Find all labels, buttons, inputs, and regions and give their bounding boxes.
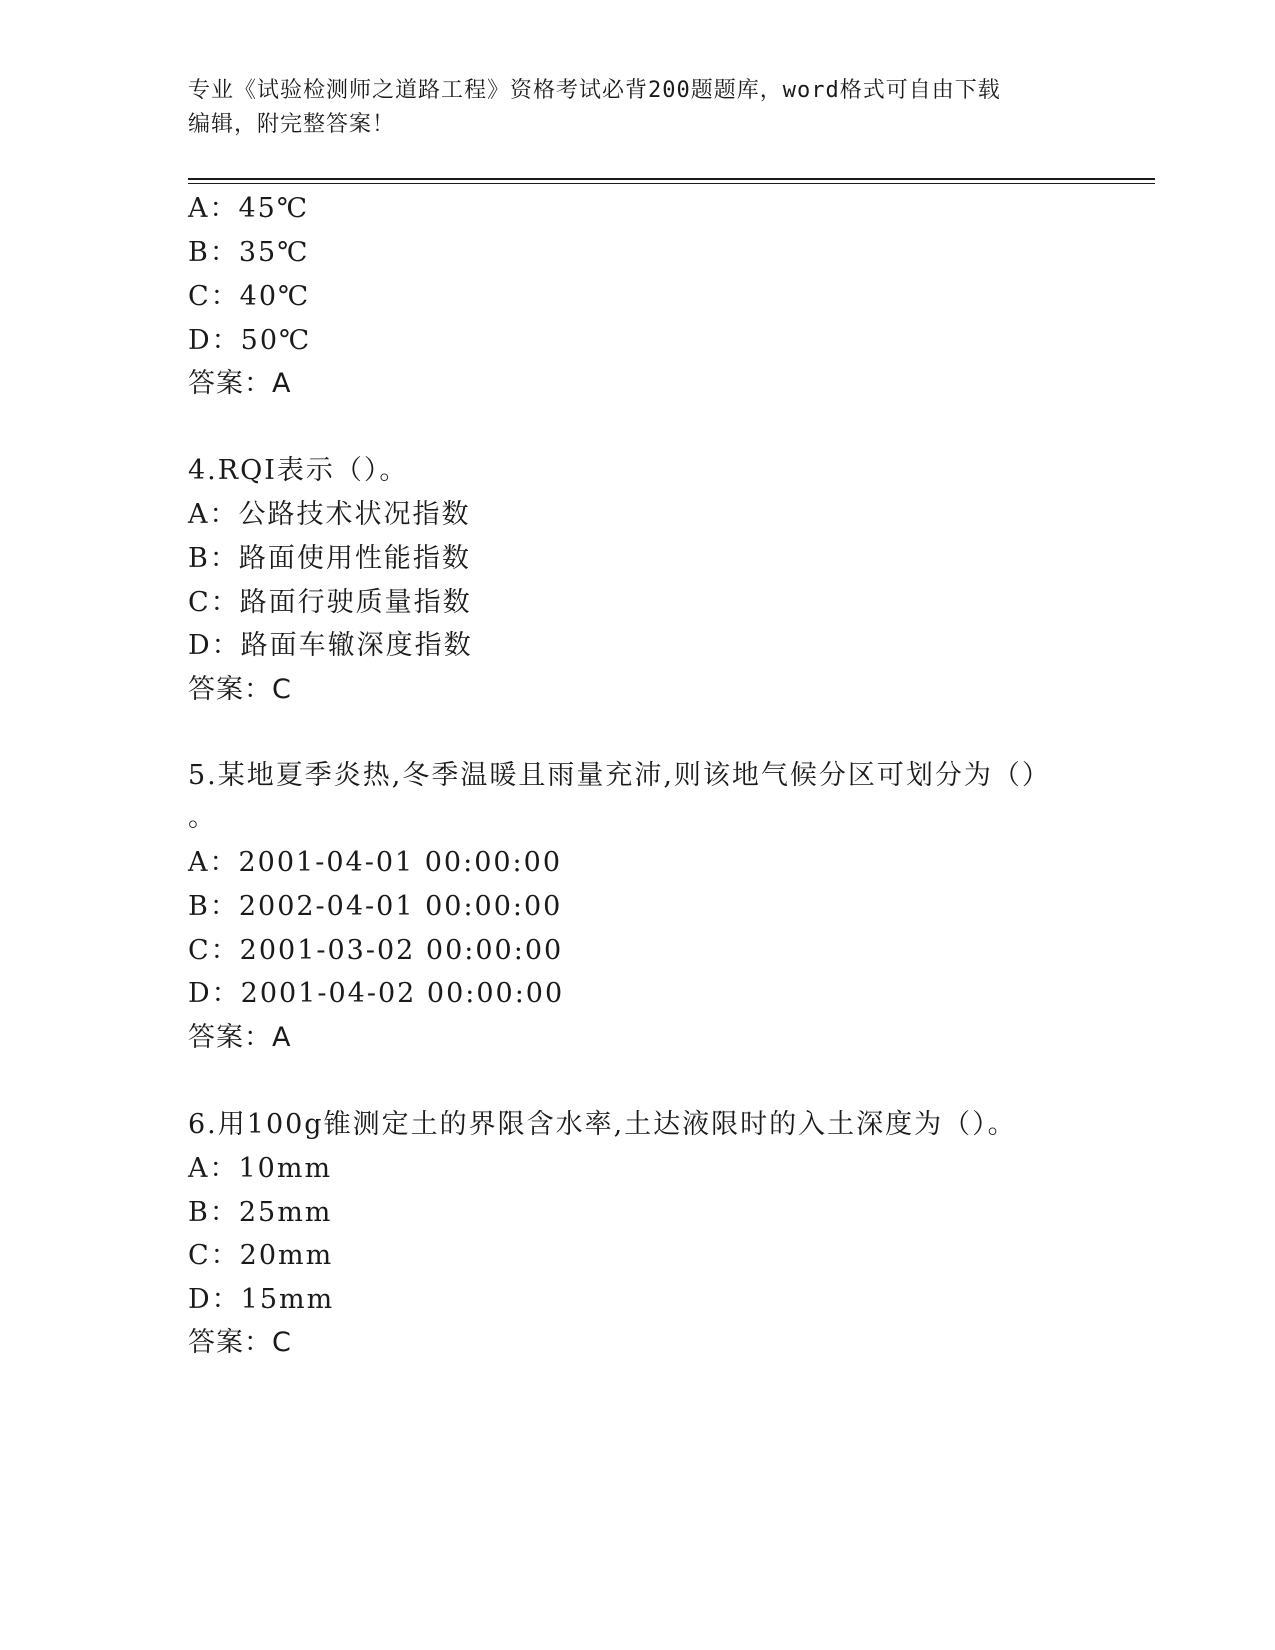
q6-option-c: C：20mm — [188, 1240, 334, 1271]
q5-question-line-1: 5.某地夏季炎热,冬季温暖且雨量充沛,则该地气候分区可划分为（） — [188, 760, 1051, 791]
q6-option-b: B：25mm — [188, 1197, 333, 1228]
q5-option-c: C：2001-03-02 00:00:00 — [188, 935, 564, 966]
q4-option-c: C：路面行驶质量指数 — [188, 587, 472, 618]
q3-option-c: C：40℃ — [188, 281, 311, 312]
q3-option-d: D：50℃ — [188, 325, 312, 356]
q6-option-d: D：15mm — [188, 1284, 335, 1315]
q4-option-a: A：公路技术状况指数 — [188, 499, 471, 530]
header-title-line-2: 编辑，附完整答案！ — [188, 112, 396, 137]
q3-answer: 答案：A — [188, 368, 292, 399]
document-header — [188, 74, 1068, 142]
header-rule-thick — [188, 178, 1155, 180]
q5-option-d: D：2001-04-02 00:00:00 — [188, 978, 565, 1009]
header-rule-thin — [188, 183, 1155, 184]
q6-option-a: A：10mm — [188, 1153, 333, 1184]
q5-option-b: B：2002-04-01 00:00:00 — [188, 891, 563, 922]
header-title-line-1: 专业《试验检测师之道路工程》资格考试必背200题题库，word格式可自由下载 — [188, 78, 1001, 103]
q5-option-a: A：2001-04-01 00:00:00 — [188, 847, 563, 878]
q4-answer: 答案：C — [188, 674, 292, 705]
q5-answer: 答案：A — [188, 1022, 292, 1053]
q6-answer: 答案：C — [188, 1327, 292, 1358]
q4-option-b: B：路面使用性能指数 — [188, 543, 471, 574]
q4-question: 4.RQI表示（）。 — [188, 455, 409, 486]
q6-question: 6.用100g锥测定土的界限含水率,土达液限时的入土深度为（）。 — [188, 1109, 1017, 1140]
q5-question-line-2: 。 — [188, 802, 217, 833]
q4-option-d: D：路面车辙深度指数 — [188, 630, 473, 661]
q3-option-b: B：35℃ — [188, 237, 310, 268]
q3-option-a: A：45℃ — [188, 193, 310, 224]
